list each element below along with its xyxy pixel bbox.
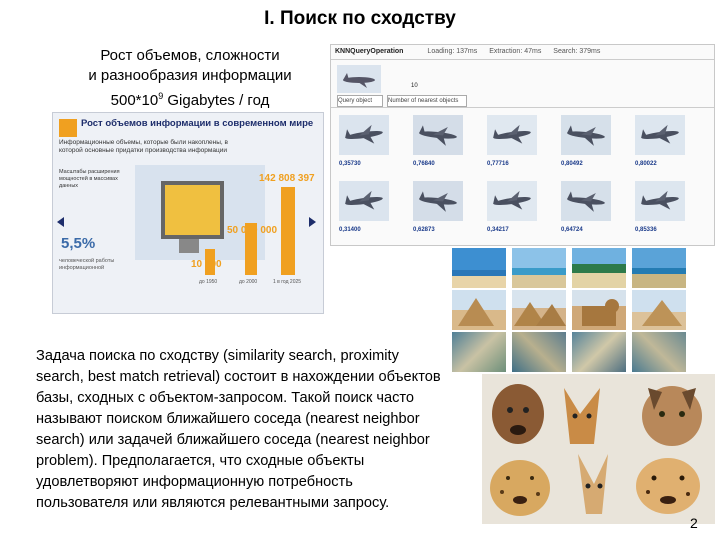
fennec-face (578, 454, 608, 514)
photo-beach-2[interactable] (512, 248, 566, 288)
next-arrow-icon[interactable] (309, 217, 316, 227)
lynx-face (642, 386, 702, 446)
photo-coral-4[interactable] (632, 332, 686, 372)
result-1-5-score: 0,80022 (635, 161, 657, 167)
photo-beach-4[interactable] (632, 248, 686, 288)
result-1-1-image[interactable] (339, 115, 389, 155)
subtitle-line-1: Рост объемов, сложности (100, 47, 280, 64)
result-2-3-image[interactable] (487, 181, 537, 221)
infographic-description: Информационные объемы, которые были накоплены, в которой основные придатки производства информации (59, 139, 228, 154)
page-number: 2 (690, 515, 698, 531)
percent-sign: % (81, 235, 96, 252)
result-1-2-score: 0,76840 (413, 161, 435, 167)
result-1-1-score: 0,35730 (339, 161, 361, 167)
photo-pyramid-2[interactable] (512, 290, 566, 330)
axis-label-1: до 1950 (199, 279, 218, 285)
result-1-2-image[interactable] (413, 115, 463, 155)
axis-label-3: 1 в год 2025 (273, 279, 302, 285)
slide-subtitle (60, 46, 320, 111)
bar-large (281, 187, 295, 275)
nearest-count-value: 10 (411, 83, 418, 89)
result-2-1-image[interactable] (339, 181, 389, 221)
panel-divider (331, 107, 714, 108)
query-panel-header (331, 45, 714, 60)
result-1-5-image[interactable] (635, 115, 685, 155)
photo-coral-1[interactable] (452, 332, 506, 372)
result-2-2-score: 0,62873 (413, 227, 435, 233)
infographic-image (52, 112, 324, 314)
similarity-query-panel (330, 44, 715, 246)
result-2-5-score: 0,85336 (635, 227, 657, 233)
slide-body-text: Задача поиска по сходству (similarity search, proximity search, best match retrieval) состоит в нахождении объектов базы, сходных с объектом-запросом. Такой поиск часто называют поиском ближайшего соседа (nearest neighbor search) или задачей ближайшего соседа (nearest neighbor problem). Предполагается, что сходные объекты удовлетворяют информационную потребность пользователя или являются релевантными запросу. (36, 348, 441, 511)
photo-beach-1[interactable] (452, 248, 506, 288)
subtitle-exponent: 9 (158, 91, 164, 101)
axis-label-2: до 2000 (239, 279, 258, 285)
query-object-image[interactable] (337, 65, 381, 93)
result-1-4-image[interactable] (561, 115, 611, 155)
result-2-3-score: 0,34217 (487, 227, 509, 233)
nearest-count-input[interactable]: Number of nearest objects (387, 95, 467, 107)
result-2-2-image[interactable] (413, 181, 463, 221)
animal-faces-image (482, 374, 715, 524)
hyena-face (492, 384, 544, 444)
stat-loading: Loading: 137ms (427, 48, 478, 55)
infographic-percent (61, 235, 95, 252)
infographic-mid-number: 50 000 000 (227, 225, 278, 236)
result-2-1-score: 0,31400 (339, 227, 361, 233)
cheetah-face (636, 458, 700, 514)
photo-sphinx[interactable] (572, 290, 626, 330)
infographic-heading: Рост объемов информации в современном мире (81, 118, 314, 129)
query-object-label: Query object (337, 95, 383, 107)
infographic-logo (59, 119, 77, 137)
result-2-4-score: 0,64724 (561, 227, 583, 233)
subtitle-base: 500*10 (110, 92, 159, 109)
stat-search: Search: 379ms (553, 48, 601, 55)
stat-extraction: Extraction: 47ms (489, 48, 542, 55)
result-1-3-score: 0,77716 (487, 161, 509, 167)
photo-pyramid-1[interactable] (452, 290, 506, 330)
query-panel-title: KNNQueryOperation (335, 48, 404, 55)
result-1-3-image[interactable] (487, 115, 537, 155)
subtitle-line-3 (60, 86, 320, 111)
infographic-mini-text: Масштабы расширения мощностей в массивах данных (59, 169, 120, 189)
monitor-icon (161, 181, 224, 239)
infographic-small-number: 10 000 (191, 259, 222, 270)
photo-grid (452, 248, 688, 372)
results-row-2 (339, 181, 709, 241)
result-2-4-image[interactable] (561, 181, 611, 221)
photo-beach-3[interactable] (572, 248, 626, 288)
infographic-note: человеческой работы информационной (59, 258, 115, 271)
photo-coral-2[interactable] (512, 332, 566, 372)
prev-arrow-icon[interactable] (57, 217, 64, 227)
percent-value: 5,5 (61, 235, 82, 252)
result-1-4-score: 0,80492 (561, 161, 583, 167)
monitor-stand (179, 239, 199, 253)
photo-coral-3[interactable] (572, 332, 626, 372)
animal-faces-drawing (482, 374, 715, 524)
photo-pyramid-3[interactable] (632, 290, 686, 330)
leopard-face (490, 460, 550, 516)
result-2-5-image[interactable] (635, 181, 685, 221)
fox-face (564, 388, 600, 444)
slide-title: I. Поиск по сходству (264, 8, 456, 29)
infographic-big-number: 142 808 397 (259, 173, 315, 184)
subtitle-line-2: и разнообразия информации (88, 67, 292, 84)
results-row-1 (339, 115, 709, 175)
subtitle-rest: Gigabytes / год (163, 92, 270, 109)
